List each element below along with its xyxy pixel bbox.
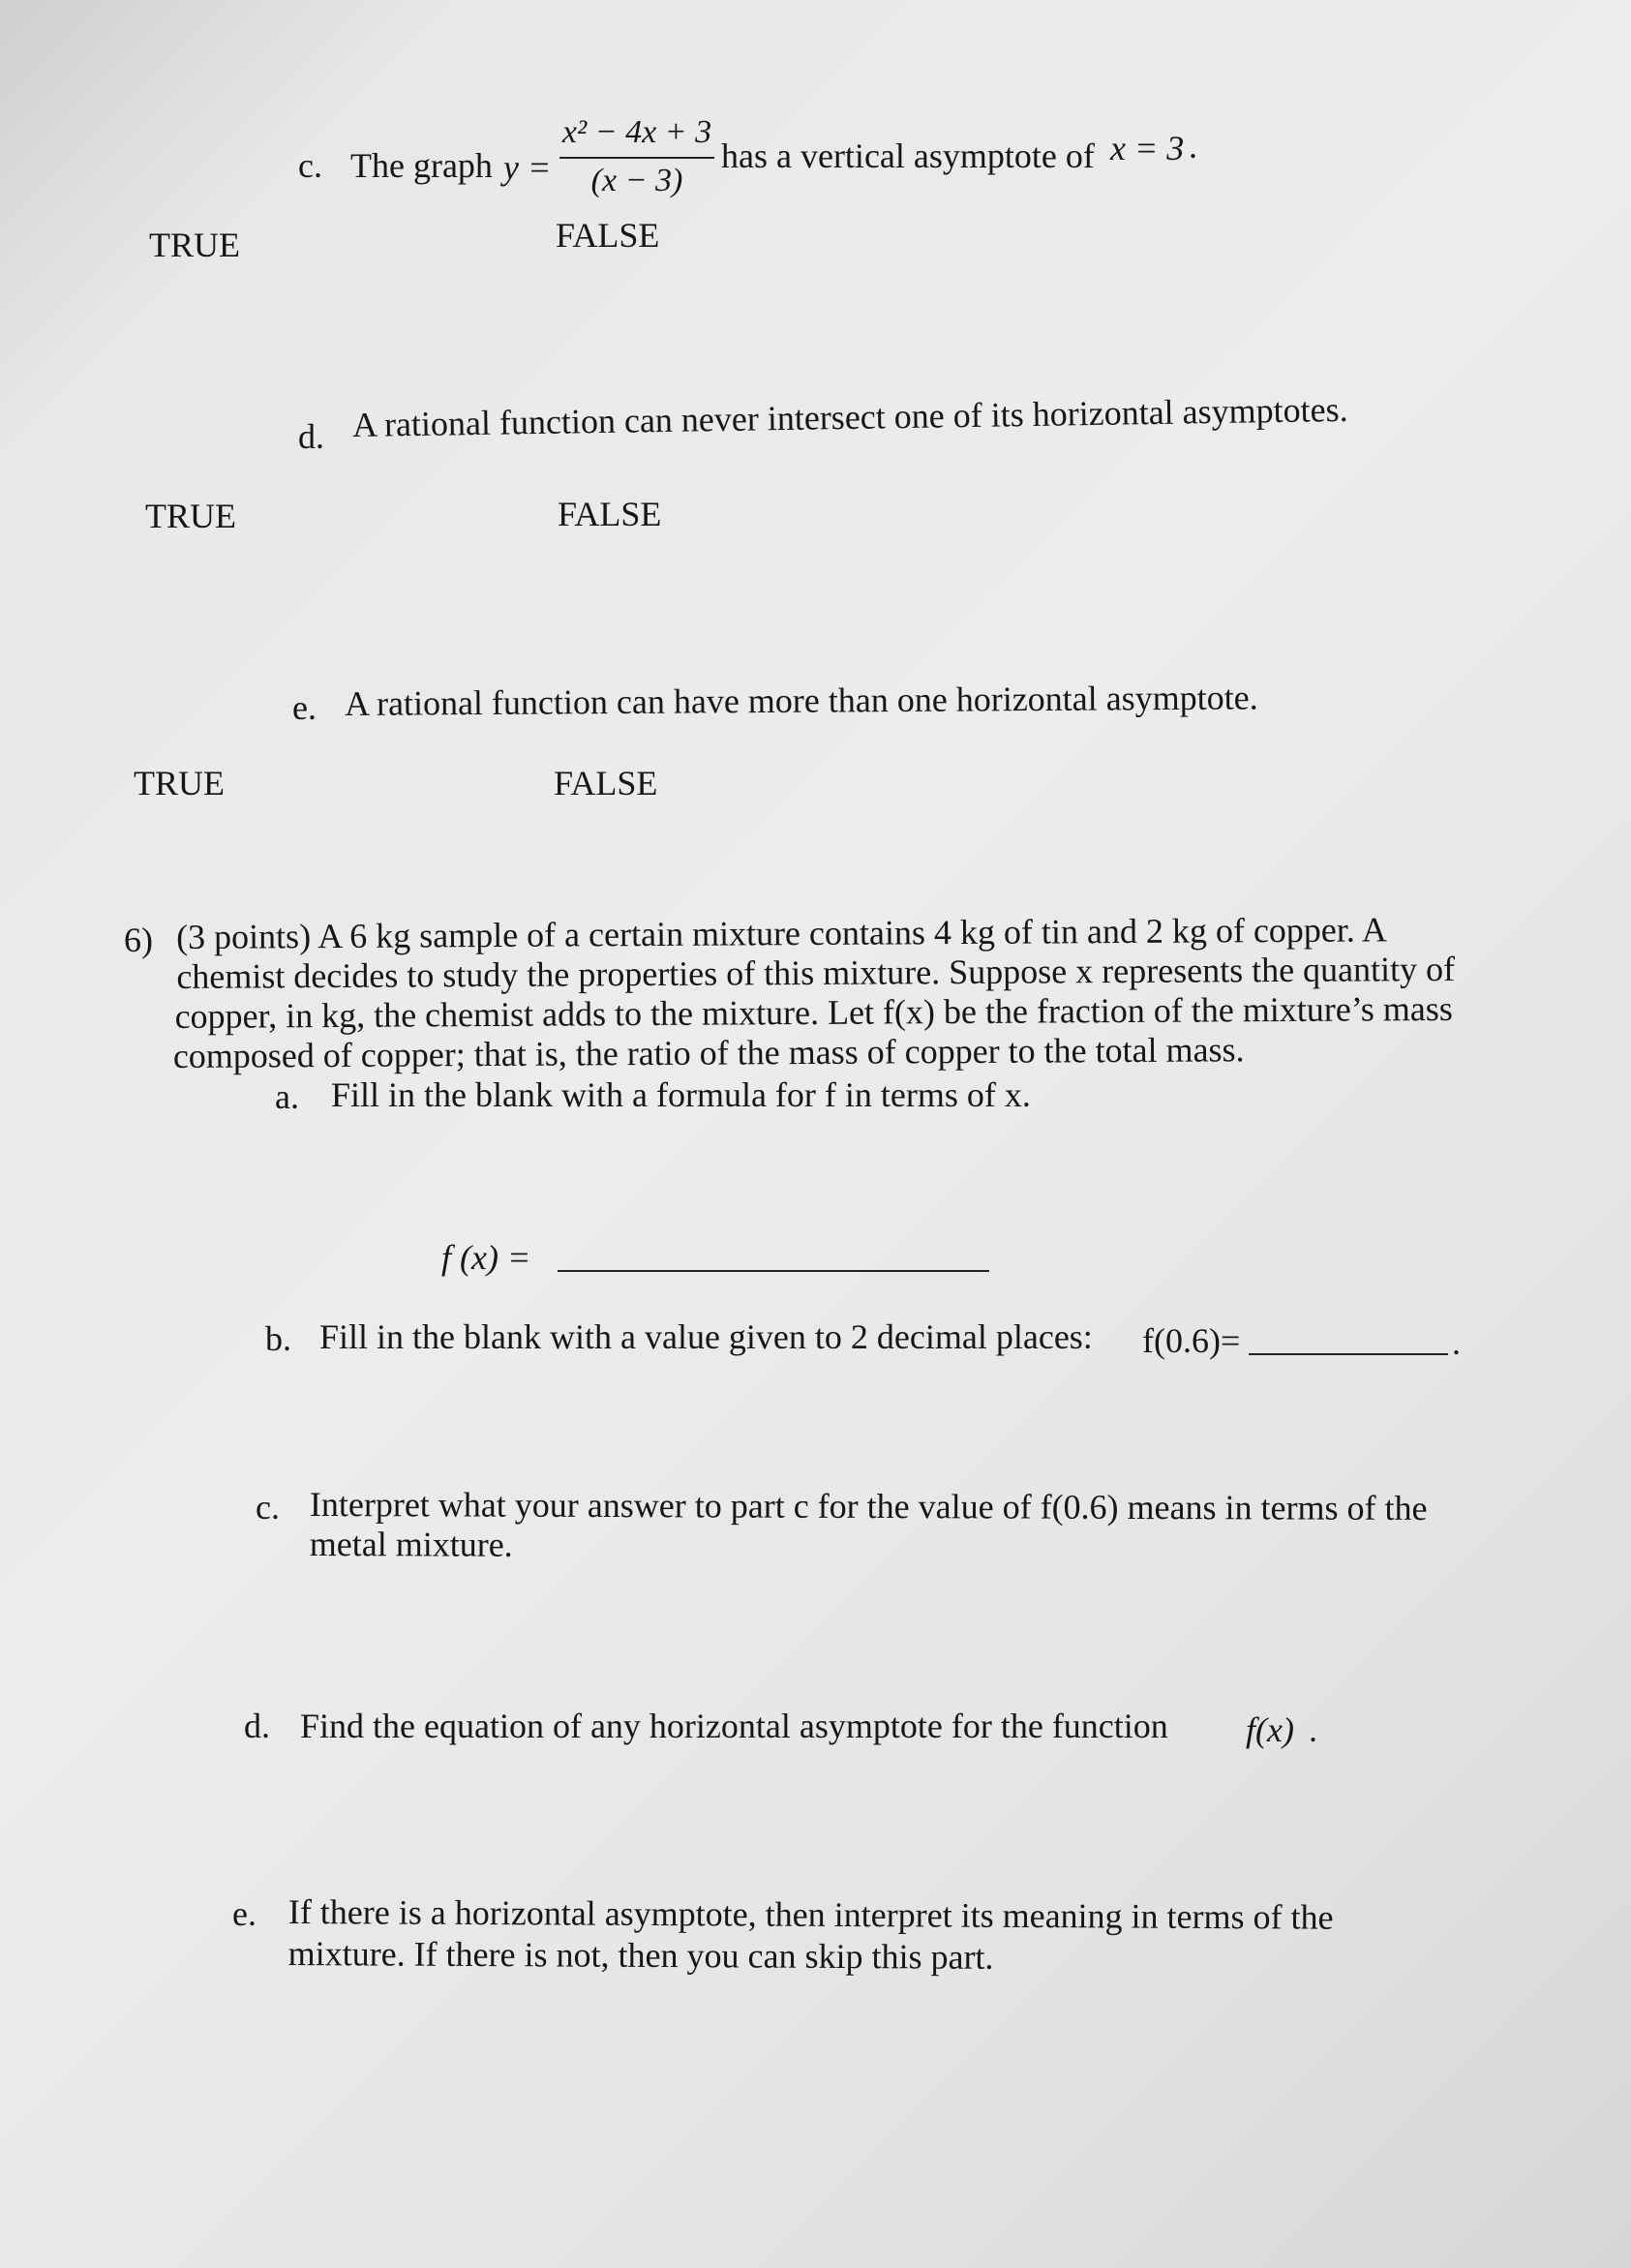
q6-prompt — [174, 910, 1456, 1076]
q5c-true-option[interactable]: TRUE — [149, 226, 240, 264]
q6a-answer-blank[interactable] — [558, 1241, 989, 1272]
q6b-answer-blank[interactable] — [1249, 1324, 1448, 1355]
q6c-text — [310, 1485, 1428, 1568]
q6b-expression: f(0.6)= — [1142, 1321, 1241, 1360]
q6-prompt-line: (3 points) A 6 kg sample of a certain mixture contains 4 kg of tin and 2 kg of copper. A — [175, 910, 1387, 956]
q5c-denominator: (x − 3) — [590, 163, 683, 198]
q6d-function: f(x) — [1246, 1710, 1294, 1749]
q5d-false-option[interactable]: FALSE — [558, 495, 662, 533]
q5c-prefix: The graph — [350, 146, 493, 185]
q5e-letter: e. — [292, 688, 317, 727]
q6b-period: . — [1452, 1323, 1461, 1362]
q6e-line: If there is a horizontal asymptote, then interpret its meaning in terms of the — [287, 1892, 1334, 1937]
q6d-letter: d. — [244, 1707, 270, 1745]
q6c-letter: c. — [256, 1488, 280, 1527]
q6-prompt-line: chemist decides to study the properties of this mixture. Suppose x represents the quantity of — [176, 949, 1456, 996]
q5c-numerator: x² − 4x + 3 — [559, 114, 714, 159]
q6c-line: metal mixture. — [309, 1524, 513, 1564]
q6c-line: Interpret what your answer to part c for the value of f(0.6) means in terms of the — [309, 1485, 1428, 1528]
q6d-period: . — [1309, 1710, 1317, 1749]
q6-number: 6) — [124, 921, 153, 959]
q5c-asymptote: x = 3 — [1110, 129, 1185, 167]
q6e-line: mixture. If there is not, then you can skip this part. — [287, 1933, 994, 1977]
q5c-fraction — [559, 114, 714, 199]
q6a-letter: a. — [275, 1077, 299, 1116]
q5d-true-option[interactable]: TRUE — [145, 497, 236, 535]
q6-prompt-line: copper, in kg, the chemist adds to the mixture. Let f(x) be the fraction of the mixture’s mass — [174, 988, 1453, 1036]
q6d-text: Find the equation of any horizontal asymptote for the function — [300, 1707, 1168, 1745]
q5c-period: . — [1189, 127, 1197, 166]
q5c-false-option[interactable]: FALSE — [556, 216, 660, 255]
q5c-suffix: has a vertical asymptote of — [721, 136, 1095, 175]
q5c-letter: c. — [298, 146, 322, 185]
q6b-text: Fill in the blank with a value given to 2 decimal places: — [319, 1317, 1093, 1356]
q5e-false-option[interactable]: FALSE — [554, 764, 658, 802]
q5e-text: A rational function can have more than one horizontal asymptote. — [344, 678, 1258, 723]
q6a-formula-label: f (x) = — [441, 1238, 531, 1277]
q6-prompt-line: composed of copper; that is, the ratio of the mass of copper to the total mass. — [172, 1030, 1245, 1076]
q6e-letter: e. — [232, 1894, 257, 1933]
q5d-text: A rational function can never intersect one of its horizontal asymptotes. — [351, 389, 1348, 444]
q6e-text — [288, 1891, 1334, 1981]
q6b-letter: b. — [265, 1319, 291, 1358]
q5c-lhs: y = — [503, 148, 552, 187]
q6a-text: Fill in the blank with a formula for f in terms of x. — [331, 1075, 1031, 1114]
q5d-letter: d. — [298, 417, 324, 456]
q5e-true-option[interactable]: TRUE — [134, 764, 225, 802]
